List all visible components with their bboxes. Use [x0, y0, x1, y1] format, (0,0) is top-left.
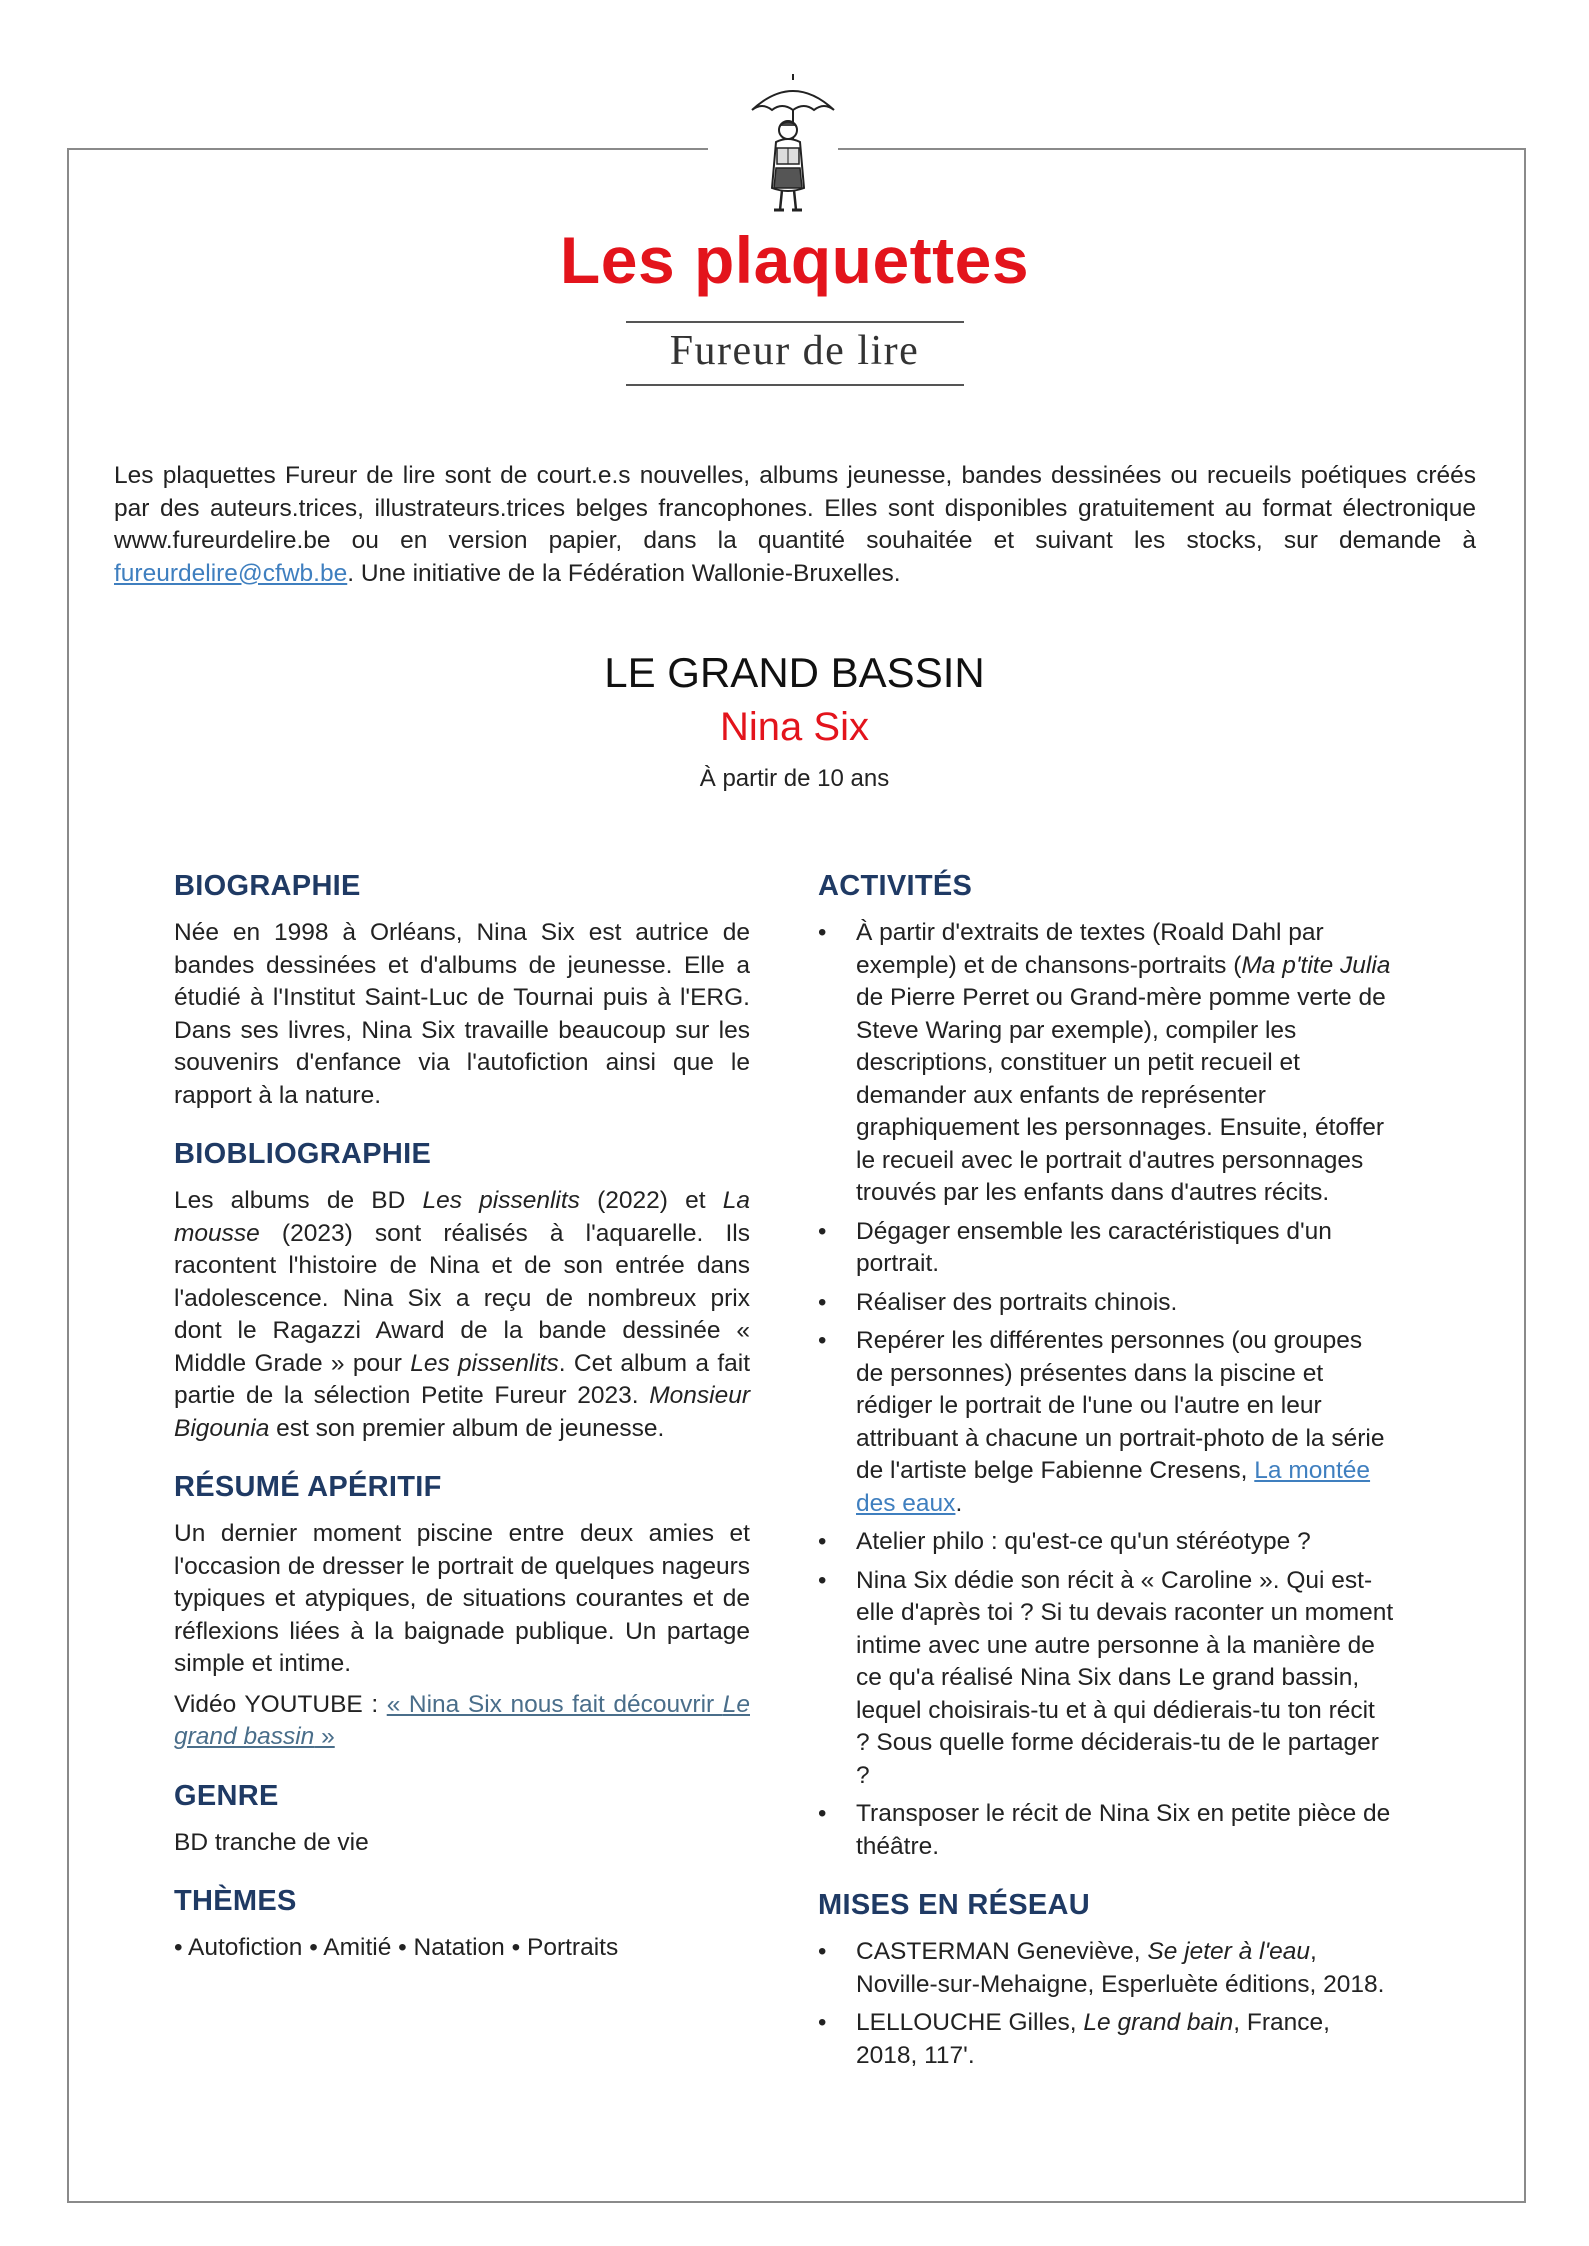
- reseau-section: [818, 1889, 1394, 2072]
- umbrella-reader-icon: [738, 70, 848, 220]
- biographie-heading: BIOGRAPHIE: [174, 870, 361, 902]
- themes-heading: THÈMES: [174, 1885, 297, 1917]
- brand-title: Les plaquettes: [559, 223, 1030, 297]
- list-item: • Réaliser des portraits chinois.: [818, 1288, 1178, 1316]
- brand-rule-bottom: [626, 384, 964, 386]
- right-column: [818, 870, 1394, 2098]
- resume-text: Un dernier moment piscine entre deux amies et l'occasion de dresser le portrait de quelques nageurs typiques et atypiques, de situations courantes et de réflexions liées à la baignade publique. Un partage simple et intime.: [174, 1520, 750, 1677]
- left-column: [174, 870, 750, 1991]
- activites-heading: ACTIVITÉS: [818, 870, 973, 902]
- genre-section: [174, 1780, 750, 1860]
- bibliographie-heading: BIOBLIOGRAPHIE: [174, 1138, 432, 1170]
- youtube-video-link[interactable]: « Nina Six nous fait découvrir Le grand bassin »: [174, 1690, 750, 1750]
- intro-paragraph: [114, 460, 1476, 590]
- list-item: • À partir d'extraits de textes (Roald Dahl par exemple) et de chansons-portraits (Ma p'tite Julia de Pierre Perret ou Grand-mère pomme verte de Steve Waring par exemple), compiler les descriptions, constituer un petit recueil et demander aux enfants de représenter graphiquement les personnages. Ensuite, étoffer le recueil avec le portrait d'autres personnages trouvés par les enfants dans d'autres récits.: [818, 919, 1391, 1206]
- brand-rule-top: [626, 321, 964, 323]
- book-author: Nina Six: [720, 705, 869, 749]
- bibliographie-text: Les albums de BD Les pissenlits (2022) et La mousse (2023) sont réalisés à l'aquarelle. Ils racontent l'histoire de Nina et de son entrée dans l'adolescence. Nina Six a reçu de nombreux prix dont le Ragazzi Award de la bande dessinée « Middle Grade » pour Les pissenlits. Cet album a fait partie de la sélection Petite Fureur 2023. Monsieur Bigounia est son premier album de jeunesse.: [174, 1187, 751, 1442]
- intro-email-link[interactable]: fureurdelire@cfwb.be: [114, 559, 348, 587]
- brand-subtitle: Fureur de lire: [669, 328, 920, 374]
- reseau-list: [818, 1936, 1394, 2072]
- resume-heading: RÉSUMÉ APÉRITIF: [174, 1471, 442, 1503]
- themes-section: [174, 1885, 750, 1965]
- biographie-section: [174, 870, 750, 1112]
- video-line: [174, 1689, 750, 1754]
- themes-text: • Autofiction • Amitié • Natation • Portraits: [174, 1934, 619, 1961]
- list-item: • Atelier philo : qu'est-ce qu'un stéréotype ?: [818, 1528, 1311, 1555]
- biographie-text: Née en 1998 à Orléans, Nina Six est autrice de bandes dessinées et d'albums de jeunesse. Elle a étudié à l'Institut Saint-Luc de Tournai puis à l'ERG. Dans ses livres, Nina Six travaille beaucoup sur les souvenirs d'enfance via l'autofiction ainsi que le rapport à la nature.: [174, 919, 750, 1109]
- list-item: • Transposer le récit de Nina Six en petite pièce de théâtre.: [818, 1800, 1391, 1860]
- list-item: • Dégager ensemble les caractéristiques d'un portrait.: [818, 1217, 1332, 1277]
- list-item: • CASTERMAN Geneviève, Se jeter à l'eau, Noville-sur-Mehaigne, Esperluète éditions, 2018.: [818, 1938, 1385, 1998]
- book-title: LE GRAND BASSIN: [604, 649, 985, 696]
- list-item: • Nina Six dédie son récit à « Caroline ». Qui est-elle d'après toi ? Si tu devais raconter un moment intime avec une autre personne à la manière de ce qu'a réalisé Nina Six dans Le grand bassin, lequel choisirais-tu et à qui dédierais-tu ton récit ? Sous quelle forme déciderais-tu de le partager ?: [818, 1566, 1394, 1789]
- montee-des-eaux-link[interactable]: La montée des eaux: [856, 1457, 1371, 1517]
- list-item: • LELLOUCHE Gilles, Le grand bain, France, 2018, 117'.: [818, 2009, 1330, 2069]
- resume-section: [174, 1471, 750, 1754]
- list-item: • Repérer les différentes personnes (ou groupes de personnes) présentes dans la piscine et rédiger le portrait de l'une ou l'autre en leur attribuant à chacune un portrait-photo de la série de l'artiste belge Fabienne Cresens, La montée des eaux.: [818, 1327, 1385, 1517]
- activites-list: [818, 917, 1394, 1863]
- activites-section: [818, 870, 1394, 1863]
- intro-text: Les plaquettes Fureur de lire sont de court.e.s nouvelles, albums jeunesse, bandes dessinées ou recueils poétiques créés par des auteurs.trices, illustrateurs.trices belges francophones. Elles sont disponibles gratuitement au format électronique www.fureurdelire.be ou en version papier, dans la quantité souhaitée et suivant les stocks, sur demande à: [114, 462, 1476, 554]
- book-age: À partir de 10 ans: [699, 765, 890, 792]
- bibliographie-section: [174, 1138, 750, 1445]
- video-label: Vidéo YOUTUBE :: [174, 1690, 387, 1718]
- genre-text: BD tranche de vie: [174, 1828, 369, 1856]
- genre-heading: GENRE: [174, 1779, 279, 1812]
- reseau-heading: MISES EN RÉSEAU: [818, 1889, 1090, 1921]
- intro-text-end: . Une initiative de la Fédération Wallonie-Bruxelles.: [347, 559, 901, 587]
